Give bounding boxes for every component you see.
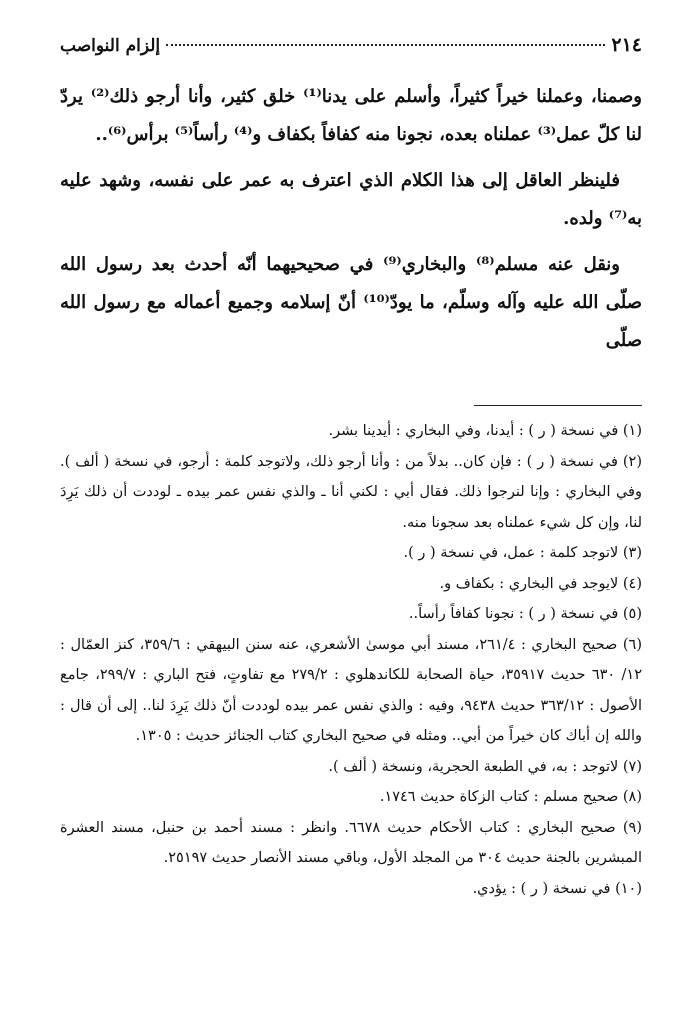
footnote-10: (١٠) في نسخة ( ر ) : يؤدي. bbox=[472, 880, 642, 897]
footnote-6: (٦) صحيح البخاري : ٢٦١/٤، مسند أبي موسىٰ الأشعري، عنه سنن البيهقي : ٣٥٩/٦، كنز العمّال : ١٢/ ٦٣٠ حديث ٣٥٩١٧، حياة الصحابة للكاندهلوي : ٢٧٩/٢ مع تفاوتٍ، فتح الباري : ٢٩٩/٧، جامع الأصول : ٣٦٣/١٢ حديث ٩٤٣٨، وفيه : والذي نفس عمر بيده لوددت أنّ ذلك يَرِدَ لنا.. إلى أن قال : والله إن أباك كان خيراً من أبي.. ومثله في صحيح البخاري كتاب الجنائز حديث : ١٣٠٥. bbox=[60, 636, 643, 744]
header-leader-dots bbox=[166, 44, 605, 46]
footnote-9: (٩) صحيح البخاري : كتاب الأحكام حديث ٦٦٧٨. وانظر : مسند أحمد بن حنبل، مسند العشرة المبشرين بالجنة حديث ٣٠٤ من المجلد الأول، وباقي مسند الأنصار حديث ٢٥١٩٧. bbox=[60, 819, 642, 866]
paragraph-1: وصمنا، وعملنا خيراً كثيراً، وأسلم على يدنا⁽¹⁾ خلق كثير، وأنا أرجو ذلك⁽²⁾ يردّ لنا كلّ عمل⁽³⁾ عملناه بعده، نجونا منه كفافاً بكفاف و⁽⁴⁾ رأساً⁽⁵⁾ برأس⁽⁶⁾.. bbox=[60, 86, 642, 145]
footnote-4: (٤) لايوجد في البخاري : بكفاف و. bbox=[439, 575, 642, 592]
running-header bbox=[60, 34, 642, 62]
main-text bbox=[60, 78, 642, 368]
paragraph-3: ونقل عنه مسلم⁽⁸⁾ والبخاري⁽⁹⁾ في صحيحيهما أنّه أحدث بعد رسول الله صلّى الله عليه وآله وسلّم، ما يودّ⁽¹⁰⁾ أنّ إسلامه وجميع أعماله مع رسول الله صلّى bbox=[60, 254, 642, 351]
document-page bbox=[60, 20, 642, 1000]
footnote-8: (٨) صحيح مسلم : كتاب الزكاة حديث ١٧٤٦. bbox=[379, 789, 642, 805]
footnote-2: (٢) في نسخة ( ر ) : فإن كان.. بدلاً من : وأنا أرجو ذلك، ولاتوجد كلمة : أرجو، في نسخة ( ألف ). وفي البخاري : وإنا لنرجوا ذلك. فقال أبي : لكني أنا ـ والذي نفس عمر بيده ـ لوددت أن ذلك يَرِدَ لنا، وإن كل شيء عملناه بعد سجونا منه. bbox=[60, 453, 642, 531]
book-title: إلزام النواصب bbox=[60, 36, 161, 56]
page-number: ٢١٤ bbox=[611, 34, 642, 56]
footnote-5: (٥) في نسخة ( ر ) : نجونا كفافاً رأساً.. bbox=[408, 606, 642, 622]
footnote-1: (١) في نسخة ( ر ) : أيدنا، وفي البخاري : أيدينا بشر. bbox=[328, 423, 642, 439]
paragraph-2: فلينظر العاقل إلى هذا الكلام الذي اعترف به عمر على نفسه، وشهد عليه به⁽⁷⁾ ولده. bbox=[60, 170, 642, 229]
footnote-separator bbox=[474, 405, 642, 406]
footnote-7: (٧) لاتوجد : به، في الطبعة الحجرية، ونسخة ( ألف ). bbox=[328, 758, 642, 775]
footnote-3: (٣) لاتوجد كلمة : عمل، في نسخة ( ر ). bbox=[403, 545, 642, 561]
footnotes bbox=[60, 416, 642, 904]
